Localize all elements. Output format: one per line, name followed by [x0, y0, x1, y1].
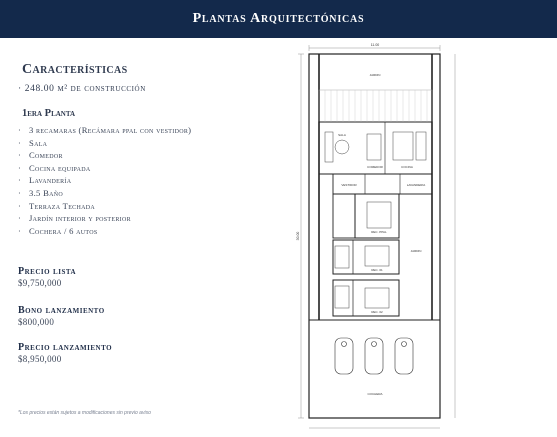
room-label-jardin: JARDIN	[369, 73, 381, 77]
room-label-vestidor: VESTIDOR	[341, 183, 357, 187]
floor-plan-drawing	[295, 40, 557, 437]
car-icons	[335, 338, 413, 374]
launch-price-block	[18, 342, 112, 364]
feature-item: · 3 recamaras (Recámara ppal con vestidor)	[18, 124, 191, 137]
room-label-sala: SALA	[338, 133, 346, 137]
floor-title: 1era Planta	[22, 108, 76, 119]
dim-top-label: 11.00	[370, 43, 380, 47]
launch-bonus-block	[18, 305, 105, 327]
price-list-value: $9,750,000	[18, 278, 62, 288]
construction-area: · 248.00 m² de construcción	[18, 84, 146, 94]
feature-item: · 3.5 Baño	[18, 187, 191, 200]
feature-item: · Comedor	[18, 149, 191, 162]
furniture	[325, 132, 426, 308]
walls	[309, 54, 440, 418]
page-title: Plantas Arquitectónicas	[192, 11, 365, 26]
header-bar	[0, 0, 557, 38]
terrace-hatch	[325, 90, 427, 122]
feature-item: · Jardín interior y posterior	[18, 212, 191, 225]
feature-item: · Cochera / 6 autos	[18, 225, 191, 238]
features-list	[18, 124, 191, 237]
room-label-cochera: COCHERA	[367, 392, 383, 396]
room-label-lavanderia: LAVANDERIA	[406, 183, 426, 187]
disclaimer-note: *Los precios están sujetos a modificaciones sin previo aviso	[18, 410, 151, 416]
room-label-rec2: REC. 01	[371, 268, 383, 272]
room-label-cocina: COCINA	[401, 165, 413, 169]
price-list-label: Precio lista	[18, 266, 77, 277]
feature-item: · Cocina equipada	[18, 162, 191, 175]
room-label-rec-ppal: REC. PPAL	[371, 230, 387, 234]
info-panel	[0, 38, 300, 437]
feature-item: · Sala	[18, 137, 191, 150]
feature-item: · Lavandería	[18, 174, 191, 187]
room-label-jardin-side: JARDIN	[410, 249, 422, 253]
floor-plan	[295, 40, 557, 437]
feature-item: · Terraza Techada	[18, 200, 191, 213]
launch-bonus-label: Bono lanzamiento	[18, 305, 105, 316]
launch-price-label: Precio lanzamiento	[18, 342, 113, 353]
room-label-rec3: REC. 02	[371, 310, 383, 314]
features-title: Características	[22, 62, 128, 77]
price-list-block	[18, 266, 76, 288]
room-label-comedor: COMEDOR	[367, 165, 383, 169]
dim-side-label: 30.00	[296, 231, 300, 241]
launch-price-value: $8,950,000	[18, 354, 62, 364]
launch-bonus-value: $800,000	[18, 317, 55, 327]
